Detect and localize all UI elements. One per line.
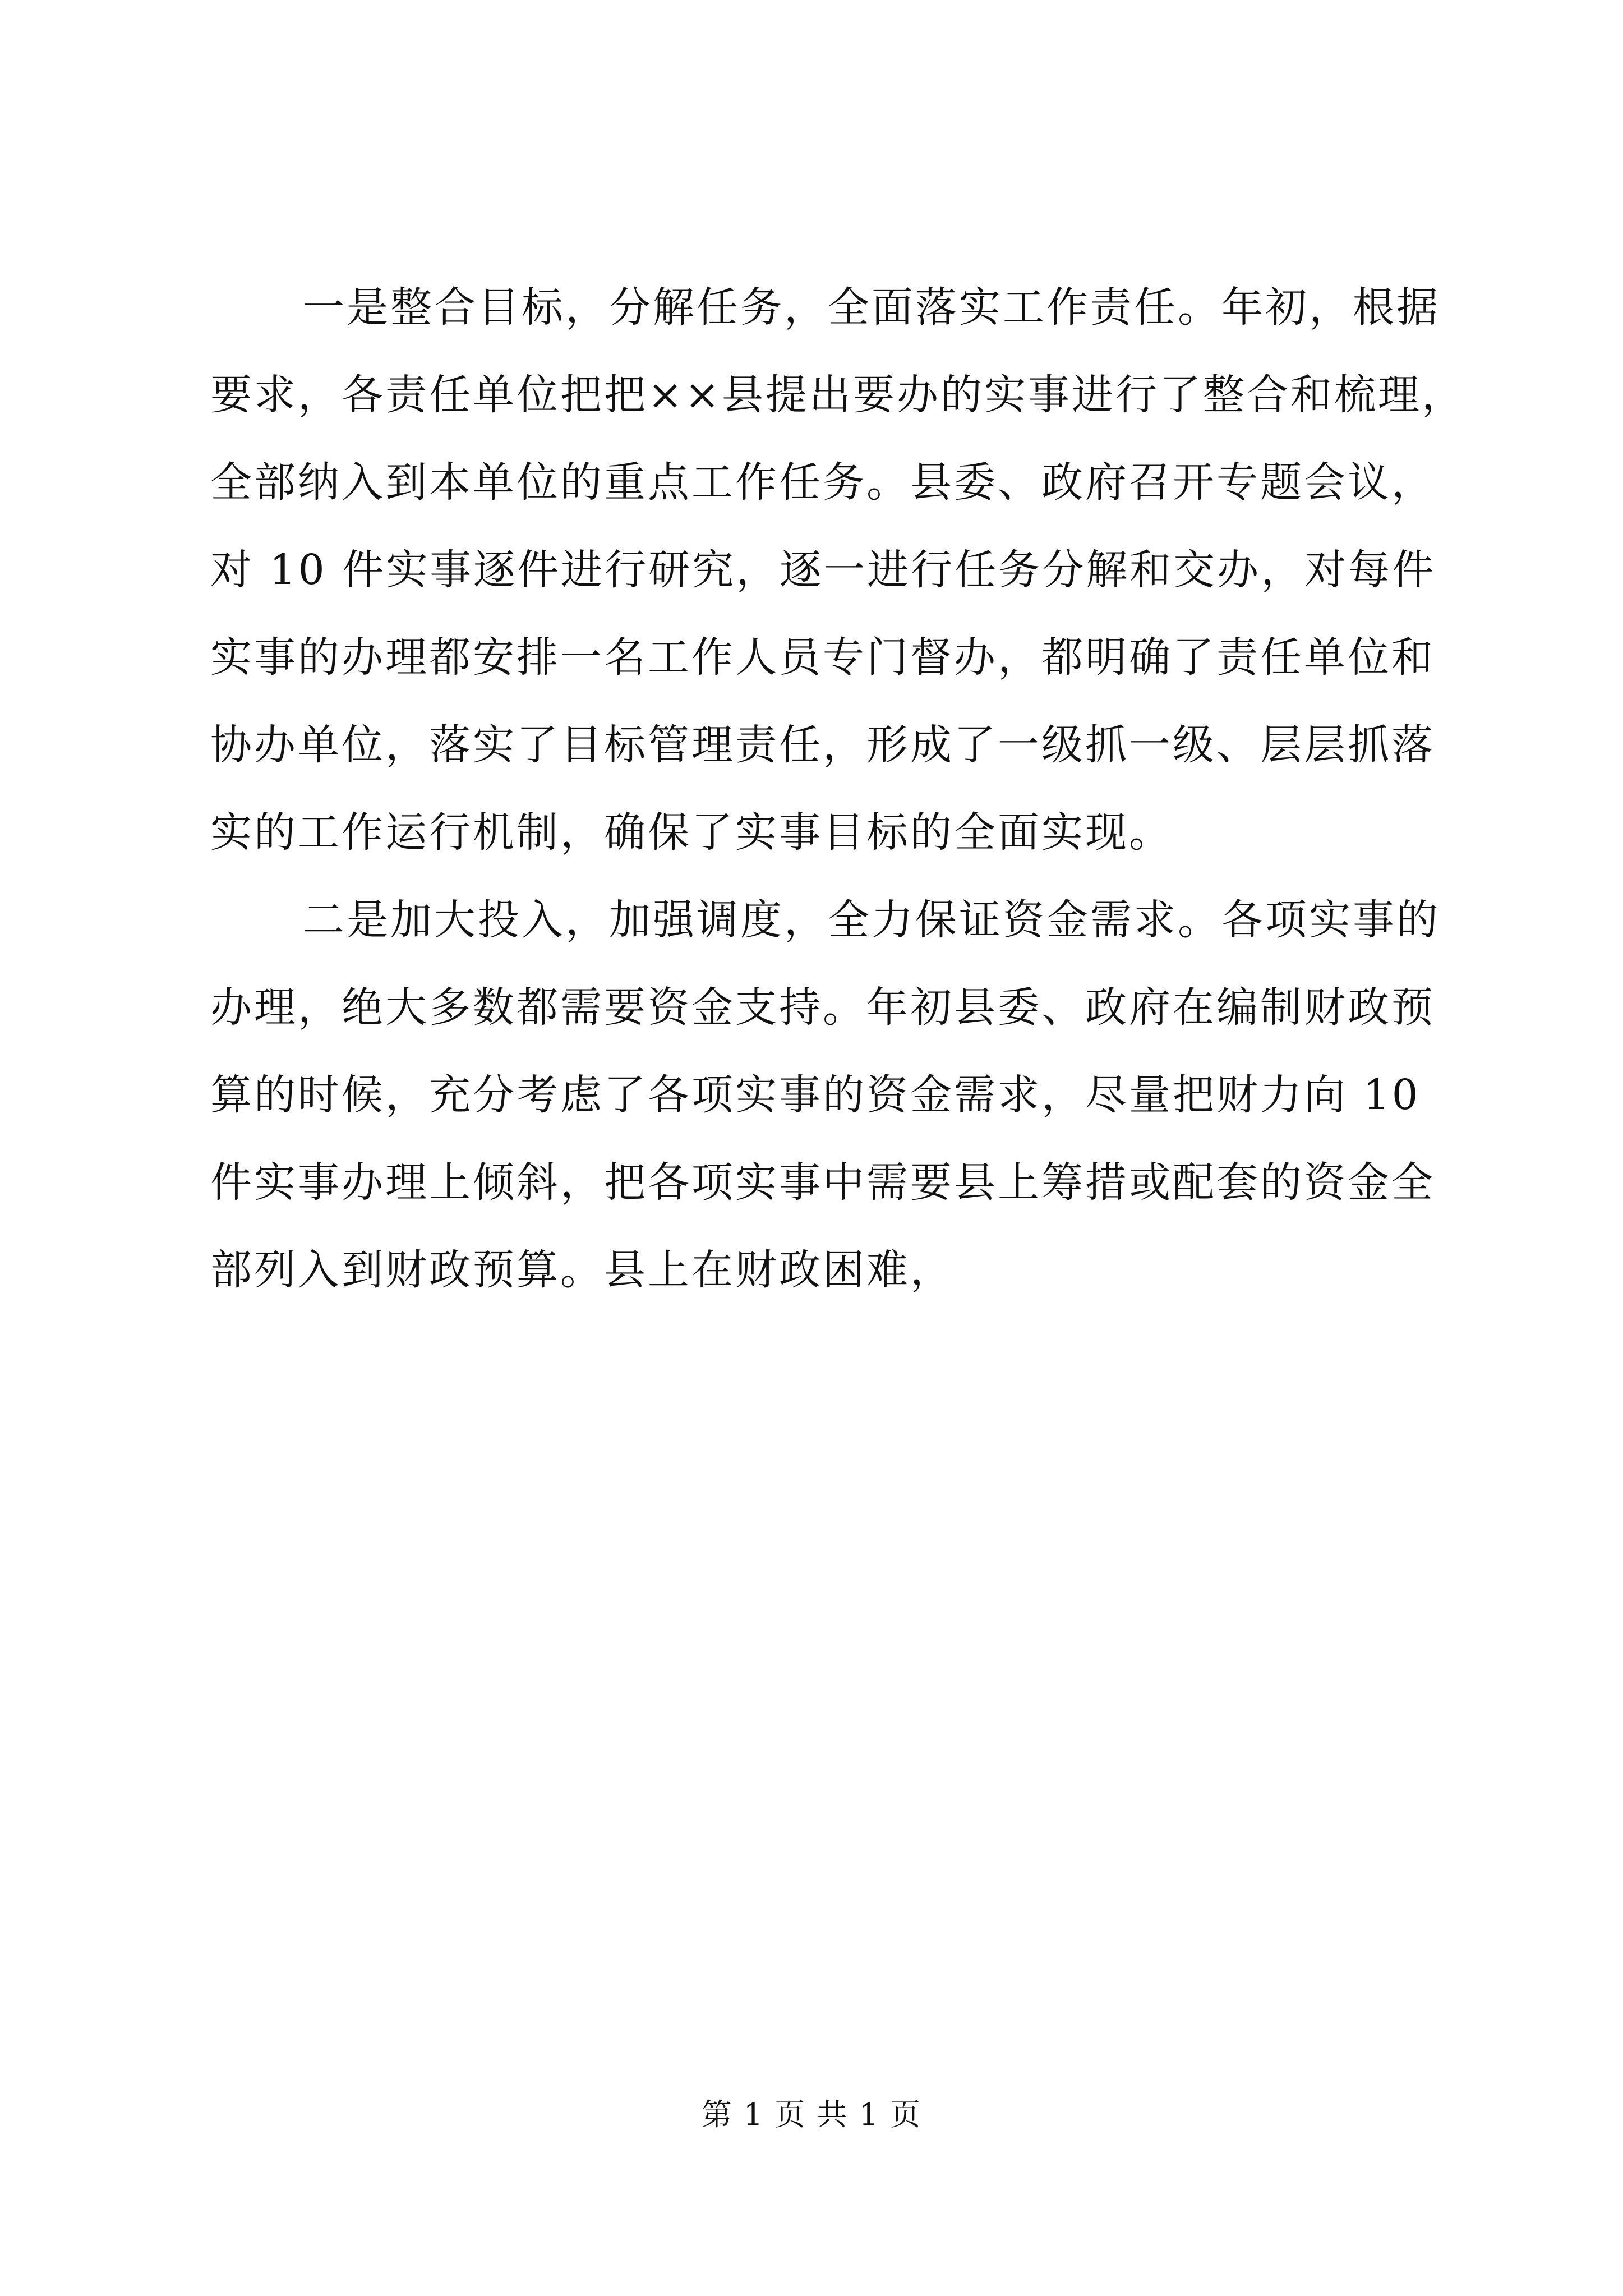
paragraph-2-line-1: 二是加大投入，加强调度，全力保证资金需求。各项实事的 xyxy=(303,896,1440,944)
paragraph-1-line-3: 全部纳入到本单位的重点工作任务。县委、政府召开专题会议， xyxy=(210,458,1435,507)
paragraph-2-line-2: 办理，绝大多数都需要资金支持。年初县委、政府在编制财政预 xyxy=(210,983,1435,1032)
document-body xyxy=(210,264,1466,1314)
paragraph-2-line-4: 件实事办理上倾斜，把各项实事中需要县上筹措或配套的资金全 xyxy=(210,1158,1435,1207)
paragraph-1-line-6: 协办单位，落实了目标管理责任，形成了一级抓一级、层层抓落 xyxy=(210,721,1435,769)
paragraph-2-line-5: 部列入到财政预算。县上在财政困难， xyxy=(210,1246,954,1294)
paragraph-1-line-4: 对 10 件实事逐件进行研究，逐一进行任务分解和交办，对每件 xyxy=(210,546,1436,594)
page-number-footer: 第 1 页 共 1 页 xyxy=(701,2097,922,2132)
paragraph-1-line-2: 要求，各责任单位把把××县提出要办的实事进行了整合和梳理， xyxy=(210,371,1466,419)
paragraph-1-line-1: 一是整合目标，分解任务，全面落实工作责任。年初，根据 xyxy=(303,283,1440,332)
paragraph-2-line-3: 算的时候，充分考虑了各项实事的资金需求，尽量把财力向 10 xyxy=(210,1071,1421,1119)
paragraph-1-line-7: 实的工作运行机制，确保了实事目标的全面实现。 xyxy=(210,808,1173,857)
paragraph-1-line-5: 实事的办理都安排一名工作人员专门督办，都明确了责任单位和 xyxy=(210,633,1435,682)
